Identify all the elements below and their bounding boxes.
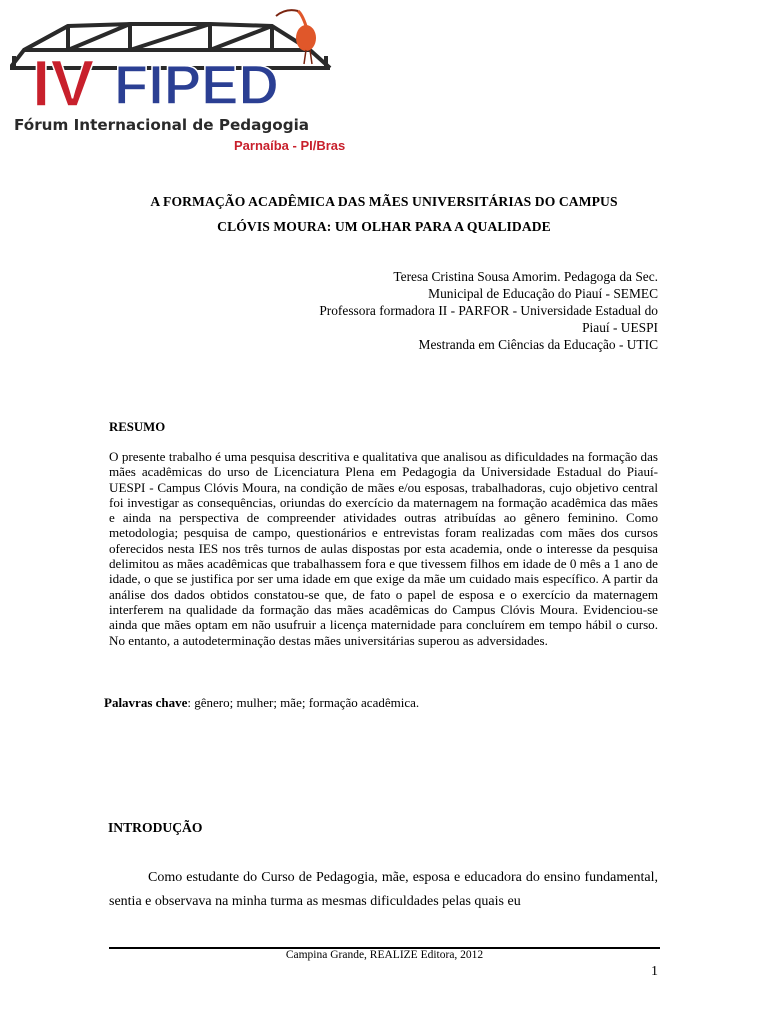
keywords (104, 695, 419, 711)
page-number: 1 (651, 964, 658, 979)
author-line-1: Teresa Cristina Sousa Amorim. Pedagoga da Sec. (393, 269, 658, 284)
abstract-body: O presente trabalho é uma pesquisa descritiva e qualitativa que analisou as dificuldades na formação das mães acadêmicas do urso de Licenciatura Plena em Pedagogia da Universidade Estadual do Piauí- UESPI - Campus Clóvis Moura, na condição de mães e/ou esposas, trabalhadoras, cujo objetivo central foi investigar as consequências, oriundas do exercício da maternagem na formação acadêmica das mães e ainda na perspectiva de compreender atividades outras atribuídas ao gênero feminino. Como metodologia; pesquisa de campo, questionários e entrevistas foram realizadas com mães dos cursos oferecidos nesta IES nos três turnos de aulas dispostas por esta academia, onde o interesse da pesquisa delimitou as mães acadêmicas que trabalhassem fora e que tivessem filhos em idade de 0 mês a 1 ano de idade, o que se justifica por ser uma idade em que exige da mãe um cuidado mais específico. A partir da análise dos dados obtidos constatou-se que, de fato o papel de esposa e o exercício da maternagem interferem na qualidade da formação das mães acadêmicas do Campus Clóvis Moura. Evidenciou-se ainda que mães optam em não usufruir a licença maternidade para concluírem em tempo hábil o curso. No entanto, a autodeterminação destas mães universitárias superou as adversidades. (109, 449, 658, 648)
keywords-label: Palavras chave (104, 695, 188, 710)
footer-publisher: Campina Grande, REALIZE Editora, 2012 (285, 949, 484, 961)
logo-location: Parnaíba - PI/Brasil (234, 138, 346, 153)
logo-roman-numeral: IV (32, 46, 95, 120)
logo-acronym: FIPED (114, 53, 279, 116)
author-line-3: Professora formadora II - PARFOR - Universidade Estadual do (319, 303, 658, 318)
ibis-bird-icon (276, 10, 316, 64)
author-line-5: Mestranda em Ciências da Educação - UTIC (418, 337, 658, 352)
logo-full-name: Fórum Internacional de Pedagogia (14, 116, 310, 134)
abstract-heading: RESUMO (109, 420, 166, 434)
author-line-2: Municipal de Educação do Piauí - SEMEC (428, 286, 658, 301)
author-line-4: Piauí - UESPI (582, 320, 658, 335)
keywords-text: : gênero; mulher; mãe; formação acadêmica. (187, 695, 420, 710)
introduction-heading: INTRODUÇÃO (108, 820, 203, 835)
introduction-body: Como estudante do Curso de Pedagogia, mãe, esposa e educadora do ensino fundamental, sentia e observava na minha turma as mesmas dificuldades pelas quais eu (109, 870, 658, 909)
event-logo-graphic (10, 6, 346, 154)
paper-title-line-2: CLÓVIS MOURA: UM OLHAR PARA A QUALIDADE (217, 219, 551, 234)
paper-title-line-1: A FORMAÇÃO ACADÊMICA DAS MÃES UNIVERSITÁRIAS DO CAMPUS (150, 194, 618, 209)
event-logo (10, 6, 346, 154)
